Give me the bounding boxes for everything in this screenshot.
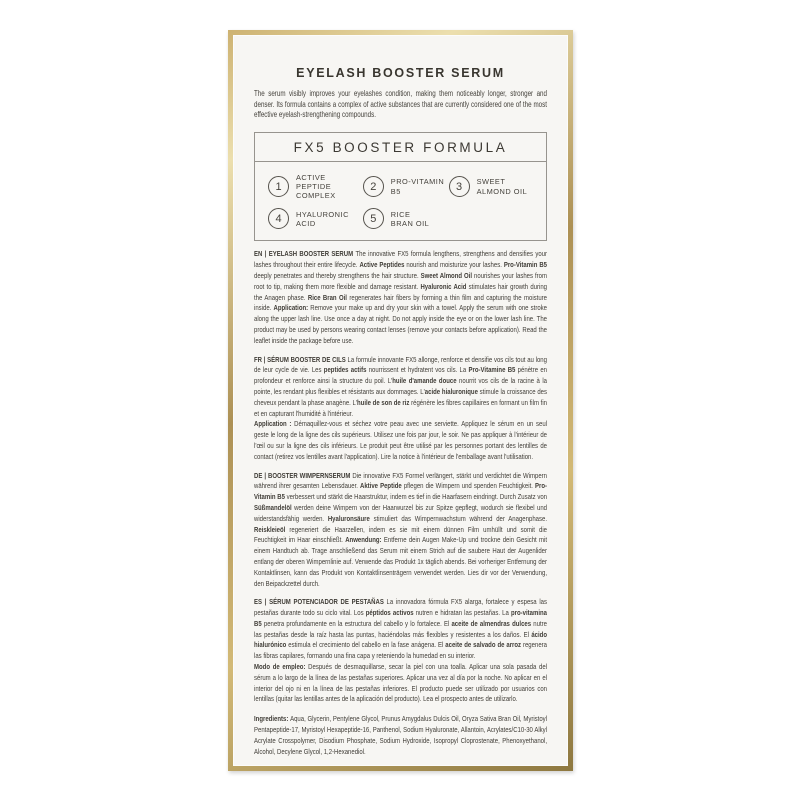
item-number-badge: 5 <box>363 208 384 229</box>
item-number-badge: 3 <box>449 176 470 197</box>
item-label: RICE BRAN OIL <box>390 209 430 228</box>
intro-text: The serum visibly improves your eyelashes condition, making them noticeably longer, stronger and denser. Its formula contains a complex of active substances that are currently considered one of the most effective eyelash-strengthening compounds. <box>254 89 547 120</box>
section-fr-application: Application : Démaquillez-vous et séchez votre peau avec une serviette. Appliquez le sérum en un seul geste le long de la ligne des cils supérieurs. Utilisez une fois par jour, le soir. Ne pas appliquer à l'intérieur de l'œil ou sur la ligne des cils inférieurs. Le produit peut être utilisé par les personnes portant des lentilles de contact (retirez vos lentilles avant l'application). Lire la notice à l'intérieur de l'emballage avant l'utilisation. <box>254 419 547 461</box>
formula-item <box>449 173 538 201</box>
section-en <box>254 249 547 346</box>
item-number-badge: 2 <box>363 176 384 197</box>
section-fr-text: FR | SÉRUM BOOSTER DE CILS La formule innovante FX5 allonge, renforce et densifie vos cils tout au long de leur cycle de vie. Les peptides actifs nourrissent et hydratent vos cils. La Pro-Vitamine B5 pénètre en profondeur et renforce ainsi la structure du poil. L'huile d'amande douce nourrit vos cils de la racine à la pointe, les rendant plus flexibles et résistants aux dommages. L'acide hialuronique stimule la croissance des cheveux pendant la phase anagène. L'huile de son de riz régénère les fibres capillaires en formant un film fin et en capturant l'humidité à l'intérieur. <box>254 354 548 418</box>
section-es <box>254 597 547 705</box>
item-number-badge: 1 <box>268 176 289 197</box>
section-fr <box>254 355 547 463</box>
product-label <box>233 35 568 766</box>
product-title: EYELASH BOOSTER SERUM <box>296 66 505 80</box>
section-en-text: EN | EYELASH BOOSTER SERUM The innovative FX5 formula lengthens, strengthens and densifies your lashes throughout their entire lifecycle. Active Peptides nourish and moisturize your lashes. Pro-Vitamin B5 deeply penetrates and thereby strengthens the hair structure. Sweet Almond Oil nourishes your lashes from root to tip, making them more flexible and damage resistant. Hyaluronic Acid stimulates hair growth during the Anagen phase. Rice Bran Oil regenerates hair fibers by forming a thin film and capturing the moisture inside. Application: Remove your make up and dry your skin with a towel. Apply the serum with one stroke along the upper lash line. Use once a day at night. Do not apply inside the eye or on the lower lash line. The product may be used by persons wearing contact lenses (remove your contacts before application). Read the leaflet inside the package before use. <box>254 249 548 345</box>
ingredients-text: Ingredients: Aqua, Glycerin, Pentylene Glycol, Prunus Amygdalus Dulcis Oil, Oryza Sativa Bran Oil, Myristoyl Pentapeptide-17, Myristoyl Hexapeptide-16, Panthenol, Sodium Hyaluronate, Allantoin, Acrylates/C10-30 Alkyl Acrylate Crosspolymer, Disodium Phosphate, Sodium Hydroxide, Isopropyl Cloprostenate, Phenoxyethanol, Alcohol, Decylene Glycol, 1,2-Hexanediol. <box>254 714 547 756</box>
section-es-text: ES | SÉRUM POTENCIADOR DE PESTAÑAS La innovadora fórmula FX5 alarga, fortalece y espesa las pestañas durante todo su ciclo vital. Los péptidos activos nutren e hidratan las pestañas. La pro-vitamina B5 penetra profundamente en la estructura del cabello y lo fortalece. El aceite de almendras dulces nutre las pestañas desde la raíz hasta las puntas, haciéndolas más flexibles y resistentes a los daños. El ácido hialurónico estimula el crecimiento del cabello en la fase anágena. El aceite de salvado de arroz regenera las fibras capilares, formando una fina capa y reteniendo la humedad en su interior. <box>254 597 548 661</box>
formula-items <box>255 162 546 241</box>
item-label: ACTIVE PEPTIDE COMPLEX <box>296 172 336 201</box>
formula-box-title: FX5 BOOSTER FORMULA <box>255 133 546 162</box>
formula-item <box>363 208 449 229</box>
section-de <box>254 471 547 590</box>
formula-item <box>268 173 363 201</box>
item-label: PRO-VITAMIN B5 <box>390 177 445 196</box>
section-de-text: DE | BOOSTER WIMPERNSERUM Die innovative FX5 Formel verlängert, stärkt und verdichtet die Wimpern während ihrer gesamten Lebensdauer. Aktive Peptide pflegen die Wimpern und spenden Feuchtigkeit. Pro-Vitamin B5 verbessert und stärkt die Haarstruktur, indem es tief in die Haarfasern eindringt. Durch Zusatz von Süßmandelöl werden deine Wimpern von der Haarwurzel bis zur Spitze gepflegt, wodurch sie flexibel und widerstandsfähig werden. Hyaluronsäure stimuliert das Wimpernwachstum während der Anagenphase. Reiskleieöl regeneriert die Haarzellen, indem es sie mit einem dünnen Film umhüllt und somit die Feuchtigkeit im Haar einschließt. Anwendung: Entferne dein Augen Make-Up und trockne dein Gesicht mit einem Handtuch ab. Trage anschließend das Serum mit einem Strich auf die saubere Haut der Augenlider entlang der oberen Wimpernlinie auf. Verwende das Produkt 1x täglich abends. Bei vorheriger Entfernung der Kontaktlinsen, kann das Produkt von Kontaktlinsenträgern verwendet werden. Lies dir vor der Verwendung, den Beipackzettel durch. <box>254 470 548 588</box>
formula-item <box>363 173 449 201</box>
formula-item <box>268 208 363 229</box>
formula-box <box>254 132 547 242</box>
item-label: SWEET ALMOND OIL <box>476 177 528 196</box>
product-label-frame <box>228 30 573 771</box>
ingredients-section <box>254 714 547 757</box>
section-es-usage: Modo de empleo: Después de desmaquillarse, secar la piel con una toalla. Aplicar una sola pasada del sérum a lo largo de la línea de las pestañas superiores. Aplicar una vez al día por la noche. No aplicar en el interior del ojo ni en la línea de las pestañas inferiores. El producto puede ser utilizado por usuarios con lentillas (quitar las lentillas antes de la aplicación del producto). Lea el prospecto antes de utilizarlo. <box>254 662 548 704</box>
item-number-badge: 4 <box>268 208 289 229</box>
item-label: HYALURONIC ACID <box>296 209 349 228</box>
